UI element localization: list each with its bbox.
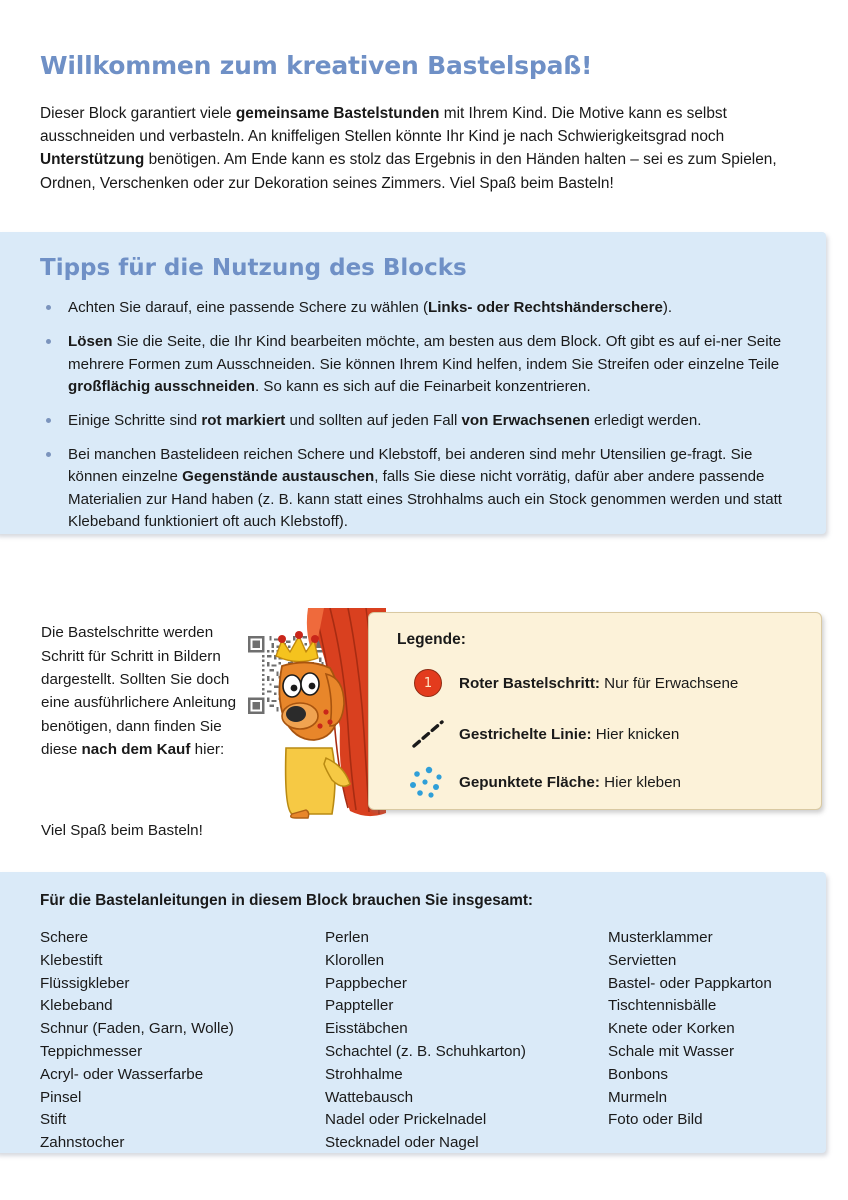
legend-row-desc: Hier kleben	[599, 773, 681, 791]
material-item: Schale mit Wasser	[608, 1042, 735, 1060]
material-item: Schnur (Faden, Garn, Wolle)	[40, 1020, 234, 1038]
bullet-icon	[46, 339, 51, 344]
legend-row-desc: Nur für Erwachsene	[599, 674, 739, 692]
material-item: Zahnstocher	[40, 1134, 125, 1152]
materials-column-1	[40, 927, 325, 1155]
tip-text: Einige Schritte sind rot markiert und sollten auf jeden Fall von Erwachsenen erledigt werden.	[68, 411, 702, 429]
closing-line: Viel Spaß beim Basteln!	[41, 822, 203, 839]
material-item: Klebestift	[40, 951, 103, 969]
tip-item	[40, 410, 790, 433]
material-item: Eisstäbchen	[325, 1020, 408, 1038]
intro-paragraph: Dieser Block garantiert viele gemeinsame Bastelstunden mit Ihrem Kind. Die Motive kann es selbst ausschneiden und verbasteln. An kniffeligen Stellen könnte Ihr Kind je nach Schwierigkeitsgrad noch Unterstützung benötigen. Am Ende kann es stolz das Ergebnis in den Händen halten – sei es zum Spielen, Ordnen, Verschenken oder zur Dekoration seines Zimmers. Viel Spaß beim Basteln!	[40, 104, 777, 192]
legend-row-label: Gepunktete Fläche:	[459, 773, 600, 791]
legend-row-red-step	[397, 669, 738, 697]
material-item: Flüssigkleber	[40, 974, 130, 992]
tips-panel	[0, 232, 826, 534]
material-item: Stecknadel oder Nagel	[325, 1134, 479, 1152]
material-item: Servietten	[608, 951, 677, 969]
legend-row-desc: Hier knicken	[591, 725, 680, 743]
dotted-area-icon	[397, 765, 459, 799]
intro-section	[40, 52, 806, 195]
tip-item	[40, 444, 790, 535]
materials-columns	[40, 927, 796, 1155]
tip-text: Lösen Sie die Seite, die Ihr Kind bearbeiten möchte, am besten aus dem Block. Oft gibt es auf ei-ner Seite mehrere Formen zum Ausschneiden. Sie können Ihrem Kind helfen, indem Sie Streifen oder einzelne Teile großflächig ausschneiden. So kann es sich auf die Feinarbeit konzentrieren.	[68, 332, 782, 396]
dashed-line-icon	[397, 719, 459, 749]
material-item: Schere	[40, 929, 89, 946]
material-item: Klebeband	[40, 997, 113, 1015]
materials-panel	[0, 872, 826, 1153]
tip-item	[40, 331, 790, 399]
material-item: Schachtel (z. B. Schuhkarton)	[325, 1042, 526, 1060]
material-item: Bonbons	[608, 1065, 668, 1083]
tip-item	[40, 297, 790, 320]
bullet-icon	[46, 418, 51, 423]
step-number: 1	[414, 669, 442, 697]
material-item: Pappteller	[325, 997, 394, 1015]
material-item: Stift	[40, 1111, 67, 1129]
qr-instruction-text: Die Bastelschritte werden Schritt für Schritt in Bildern dargestellt. Sollten Sie doch eine ausführlichere Anleitung benötigen, dann finden Sie diese nach dem Kauf hier:	[41, 624, 237, 759]
tips-heading: Tipps für die Nutzung des Blocks	[40, 255, 467, 281]
legend-row-text	[459, 726, 679, 743]
material-item: Klorollen	[325, 951, 385, 969]
material-item: Bastel- oder Pappkarton	[608, 974, 772, 992]
material-item: Acryl- oder Wasserfarbe	[40, 1065, 204, 1083]
bullet-icon	[46, 452, 51, 457]
legend-row-text	[459, 675, 738, 692]
materials-title: Für die Bastelanleitungen in diesem Block brauchen Sie insgesamt:	[40, 892, 534, 909]
material-item: Pinsel	[40, 1088, 82, 1106]
materials-column-2	[325, 927, 608, 1155]
legend-row-dashed-line	[397, 719, 679, 749]
material-item: Murmeln	[608, 1088, 668, 1106]
material-item: Musterklammer	[608, 929, 713, 946]
material-item: Knete oder Korken	[608, 1020, 735, 1038]
bullet-icon	[46, 305, 51, 310]
material-item: Pappbecher	[325, 974, 407, 992]
legend-row-dotted-area	[397, 765, 681, 799]
tips-list	[40, 297, 790, 534]
material-item: Tischtennisbälle	[608, 997, 717, 1015]
legend-row-label: Roter Bastelschritt:	[459, 674, 600, 692]
material-item: Perlen	[325, 929, 369, 946]
legend-box	[368, 612, 822, 810]
legend-title: Legende:	[397, 631, 466, 648]
tip-text: Achten Sie darauf, eine passende Schere zu wählen (Links- oder Rechtshänderschere).	[68, 299, 673, 317]
material-item: Teppichmesser	[40, 1042, 143, 1060]
material-item: Foto oder Bild	[608, 1111, 703, 1129]
material-item: Strohhalme	[325, 1065, 403, 1083]
material-item: Nadel oder Prickelnadel	[325, 1111, 487, 1129]
legend-row-text	[459, 774, 681, 791]
material-item: Wattebausch	[325, 1088, 414, 1106]
legend-row-label: Gestrichelte Linie:	[459, 725, 592, 743]
materials-column-3	[608, 927, 848, 1155]
page-title: Willkommen zum kreativen Bastelspaß!	[40, 51, 593, 80]
tip-text: Bei manchen Bastelideen reichen Schere und Klebstoff, bei anderen sind mehr Utensilien ge-fragt. Sie können einzelne Gegenstände austauschen, falls Sie diese nicht vorrätig, dafür aber andere passende Materialien zur Hand haben (z. B. kann statt eines Strohhalms auch ein Stock genommen werden und statt Klebeband funktioniert oft auch Klebstoff).	[68, 445, 782, 531]
red-numbered-circle-icon	[397, 669, 459, 697]
